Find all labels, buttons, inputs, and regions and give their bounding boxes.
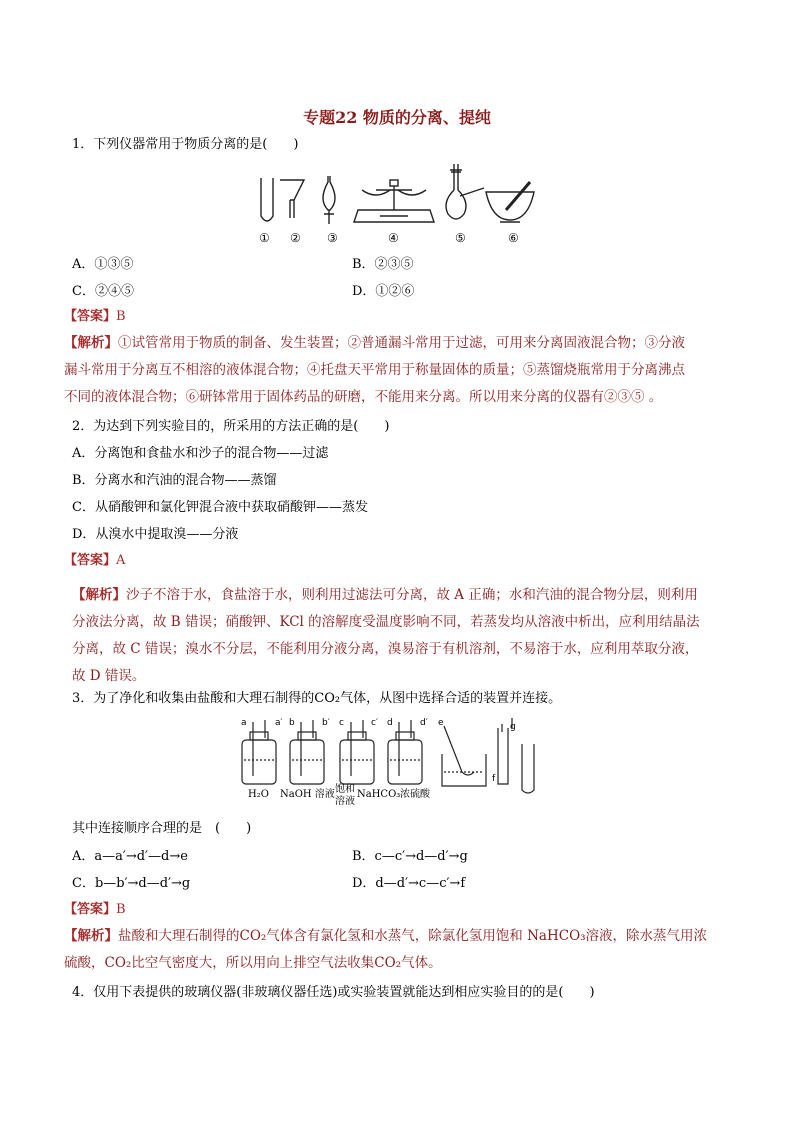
q1-answer <box>64 308 126 326</box>
analysis-line: 沙子不溶于水，食盐溶于水，则利用过滤法可分离，故 A 正确；水和汽油的混合物分层，则利用 <box>126 587 698 603</box>
funnel-icon <box>280 180 304 218</box>
q3-option-a: A．a—a′→d′—d→e <box>72 849 188 864</box>
q1-figure-label-4: ④ <box>388 231 399 245</box>
analysis-line: 硫酸，CO₂比空气密度大，所以用向上排空气法收集CO₂气体。 <box>64 955 442 971</box>
q2-answer <box>64 552 125 570</box>
bottle-label-nahco3: NaHCO₃ <box>357 789 401 800</box>
water-trough-icon <box>442 726 486 786</box>
q1-figure-label-5: ⑤ <box>455 231 466 245</box>
port-label-d-prime: d′ <box>420 718 428 728</box>
separatory-funnel-icon <box>323 176 335 224</box>
q3-answer <box>64 901 126 919</box>
q2-option-d: D．从溴水中提取溴——分液 <box>72 527 239 542</box>
bottle-label-h2so4: 浓硫酸 <box>400 789 430 800</box>
analysis-line: 分离，故 C 错误；溴水不分层，不能利用分液分离，溴易溶于有机溶剂，不易溶于水，应利用萃取分液， <box>72 641 699 657</box>
q2-stem: 2．为达到下列实验目的，所采用的方法正确的是( ) <box>72 419 390 434</box>
q1-stem: 1．下列仪器常用于物质分离的是( ) <box>72 137 299 152</box>
q1-figure-label-1: ① <box>259 231 270 245</box>
balance-icon <box>354 180 434 222</box>
page-title: 专题22 物质的分离、提纯 <box>303 108 491 127</box>
wash-bottle-2-icon <box>290 720 324 784</box>
q4-stem: 4．仅用下表提供的玻璃仪器(非玻璃仪器任选)或实验装置就能达到相应实验目的的是( ) <box>72 985 595 1000</box>
answer-value: B <box>116 902 126 917</box>
bottle-label-water: H₂O <box>248 789 269 800</box>
answer-tag: 【答案】 <box>64 309 117 324</box>
analysis-tag: 【解析】 <box>64 928 118 944</box>
port-label-a-prime: a′ <box>275 718 283 728</box>
q3-option-c: C．b—b′→d—d′→g <box>72 876 191 891</box>
analysis-line: 分液法分离，故 B 错误；硝酸钾、KCl 的溶解度受温度影响不同，若蒸发均从溶液中析出，应利用结晶法 <box>72 614 700 630</box>
bottle-label-naoh: NaOH 溶液 <box>280 789 335 800</box>
port-label-c: c <box>339 718 344 728</box>
q1-option-d: D．①②⑥ <box>352 284 415 299</box>
q1-analysis <box>64 330 734 411</box>
q1-option-a: A．①③⑤ <box>72 257 134 272</box>
test-tube-icon <box>261 178 273 221</box>
analysis-line: 盐酸和大理石制得的CO₂气体含有氯化氢和水蒸气，除氯化氢用饱和 NaHCO₃溶液，除水蒸气用浓 <box>118 928 708 944</box>
answer-value: A <box>116 553 126 568</box>
gas-collection-tube-icon <box>498 718 534 793</box>
port-label-b: b <box>289 718 295 728</box>
bottle-label-saturated: 饱和 <box>335 784 355 795</box>
mortar-icon <box>486 182 534 222</box>
q1-figure-label-3: ③ <box>327 231 338 245</box>
q3-analysis <box>64 923 744 977</box>
port-label-f: f <box>492 774 496 784</box>
port-label-g: g <box>510 722 516 732</box>
analysis-tag: 【解析】 <box>64 335 118 351</box>
port-label-d: d <box>387 718 393 728</box>
q3-option-d: D．d—d′→c—c′→f <box>352 876 466 891</box>
q1-figure-label-6: ⑥ <box>508 231 519 245</box>
port-label-b-prime: b′ <box>322 718 330 728</box>
q1-option-b: B．②③⑤ <box>352 257 414 272</box>
answer-tag: 【答案】 <box>64 902 117 917</box>
port-label-e: e <box>438 718 444 728</box>
port-label-a: a <box>241 718 247 728</box>
wash-bottle-1-icon <box>242 720 276 784</box>
analysis-line: 故 D 错误。 <box>72 668 146 684</box>
q1-option-c: C．②④⑤ <box>72 284 134 299</box>
answer-tag: 【答案】 <box>64 553 117 568</box>
bottle-label-solution: 溶液 <box>335 796 355 807</box>
wash-bottle-4-icon <box>388 720 422 784</box>
analysis-line: ①试管常用于物质的制备、发生装置；②普通漏斗常用于过滤，可用来分离固液混合物；③分液 <box>118 335 685 351</box>
q3-stem: 3．为了净化和收集由盐酸和大理石制得的CO₂气体，从图中选择合适的装置并连接。 <box>72 691 562 706</box>
q3-option-b: B．c—c′→d—d′→g <box>352 849 468 864</box>
distillation-flask-icon <box>446 164 484 219</box>
analysis-line: 漏斗常用于分离互不相溶的液体混合物；④托盘天平常用于称量固体的质量；⑤蒸馏烧瓶常用于分离沸点 <box>64 362 685 378</box>
q2-option-b: B．分离水和汽油的混合物——蒸馏 <box>72 473 277 488</box>
q2-analysis <box>72 582 742 690</box>
q3-prompt: 其中连接顺序合理的是 ( ) <box>72 821 252 836</box>
analysis-tag: 【解析】 <box>72 587 126 603</box>
q1-figure-label-2: ② <box>290 231 301 245</box>
q2-option-c: C．从硝酸钾和氯化钾混合液中获取硝酸钾——蒸发 <box>72 500 368 515</box>
answer-value: B <box>116 309 126 324</box>
wash-bottle-3-icon <box>340 720 374 784</box>
q2-option-a: A．分离饱和食盐水和沙子的混合物——过滤 <box>72 446 329 461</box>
port-label-c-prime: c′ <box>371 718 378 728</box>
analysis-line: 不同的液体混合物；⑥研钵常用于固体药品的研磨，不能用来分离。所以用来分离的仪器有②③⑤ 。 <box>64 389 663 405</box>
